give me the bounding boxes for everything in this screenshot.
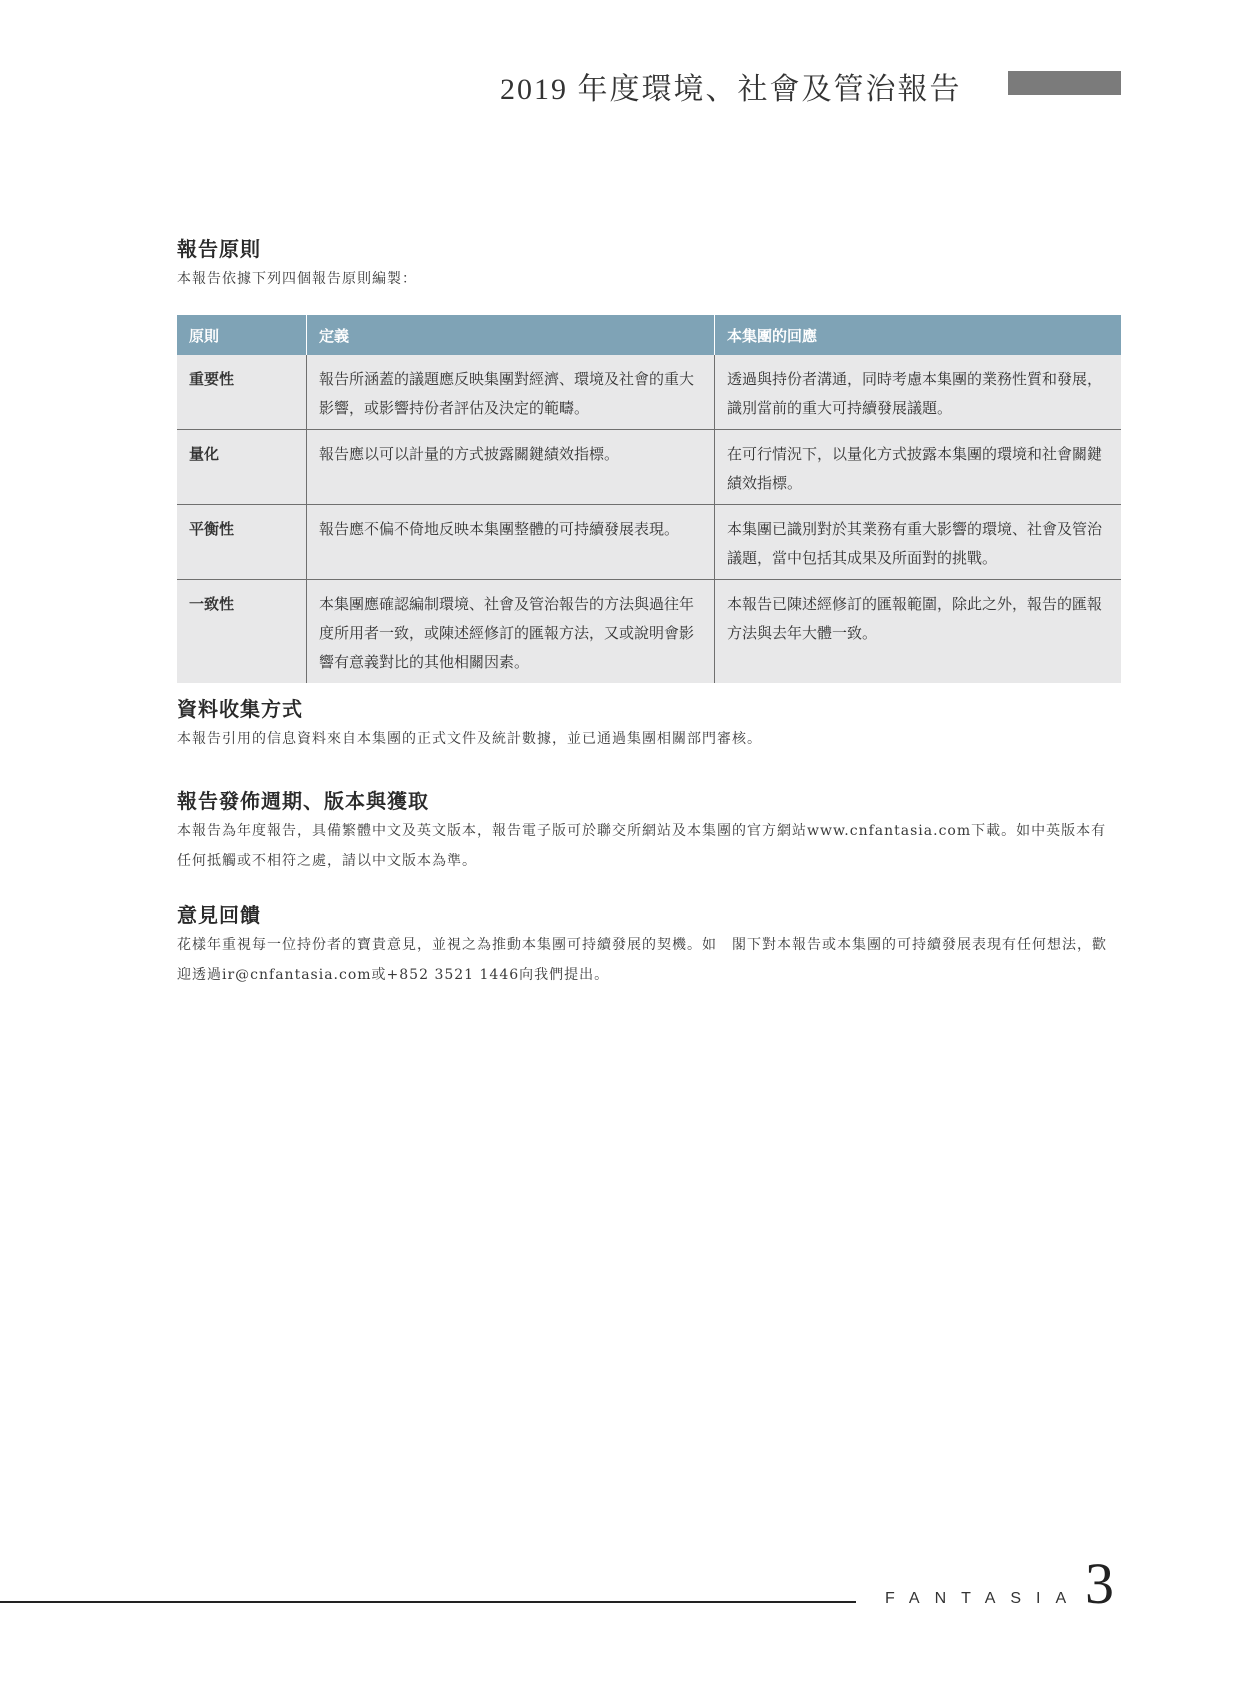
feedback-body: 花樣年重視每一位持份者的寶貴意見，並視之為推動本集團可持續發展的契機。如 閣下對本報告或本集團的可持續發展表現有任何想法，歡迎透過ir@cnfantasia.com或+852 3521 1446向我們提出。 [177, 937, 1107, 983]
data-collection-heading: 資料收集方式 [177, 697, 303, 721]
response-cell: 透過與持份者溝通，同時考慮本集團的業務性質和發展，識別當前的重大可持續發展議題。 [715, 355, 1122, 430]
principle-cell: 量化 [177, 430, 307, 505]
response-cell: 本報告已陳述經修訂的匯報範圍，除此之外，報告的匯報方法與去年大體一致。 [715, 580, 1122, 684]
response-cell: 本集團已識別對於其業務有重大影響的環境、社會及管治議題，當中包括其成果及所面對的挑戰。 [715, 505, 1122, 580]
principle-cell: 平衡性 [177, 505, 307, 580]
principles-section [177, 233, 1121, 294]
table-header-row [177, 315, 1121, 355]
table-row [177, 505, 1121, 580]
principle-cell: 一致性 [177, 580, 307, 684]
response-cell: 在可行情況下，以量化方式披露本集團的環境和社會關鍵績效指標。 [715, 430, 1122, 505]
definition-cell: 報告所涵蓋的議題應反映集團對經濟、環境及社會的重大影響，或影響持份者評估及決定的範疇。 [307, 355, 715, 430]
header-accent-bar [1008, 71, 1121, 95]
page-number: 3 [1085, 1551, 1114, 1616]
data-collection-body: 本報告引用的信息資料來自本集團的正式文件及統計數據，並已通過集團相關部門審核。 [177, 731, 762, 747]
publication-body: 本報告為年度報告，具備繁體中文及英文版本，報告電子版可於聯交所網站及本集團的官方網站www.cnfantasia.com下載。如中英版本有任何抵觸或不相符之處，請以中文版本為準。 [177, 823, 1107, 869]
definition-cell: 報告應以可以計量的方式披露關鍵績效指標。 [307, 430, 715, 505]
principles-heading: 報告原則 [177, 237, 261, 261]
definition-cell: 本集團應確認編制環境、社會及管治報告的方法與過往年度所用者一致，或陳述經修訂的匯報方法，又或說明會影響有意義對比的其他相關因素。 [307, 580, 715, 684]
principles-table [177, 315, 1121, 683]
column-header-response: 本集團的回應 [715, 315, 1122, 355]
data-collection-section [177, 693, 1121, 754]
principles-intro: 本報告依據下列四個報告原則編製： [177, 271, 417, 287]
column-header-principle: 原則 [177, 315, 307, 355]
principle-cell: 重要性 [177, 355, 307, 430]
table-row [177, 580, 1121, 684]
feedback-section [177, 899, 1121, 990]
report-title: 2019 年度環境、社會及管治報告 [500, 73, 962, 106]
table-row [177, 430, 1121, 505]
publication-heading: 報告發佈週期、版本與獲取 [177, 789, 429, 813]
footer-rule [0, 1601, 856, 1603]
definition-cell: 報告應不偏不倚地反映本集團整體的可持續發展表現。 [307, 505, 715, 580]
footer-brand: FANTASIA [885, 1590, 1082, 1607]
table-row [177, 355, 1121, 430]
publication-section [177, 785, 1121, 876]
column-header-definition: 定義 [307, 315, 715, 355]
feedback-heading: 意見回饋 [177, 903, 261, 927]
